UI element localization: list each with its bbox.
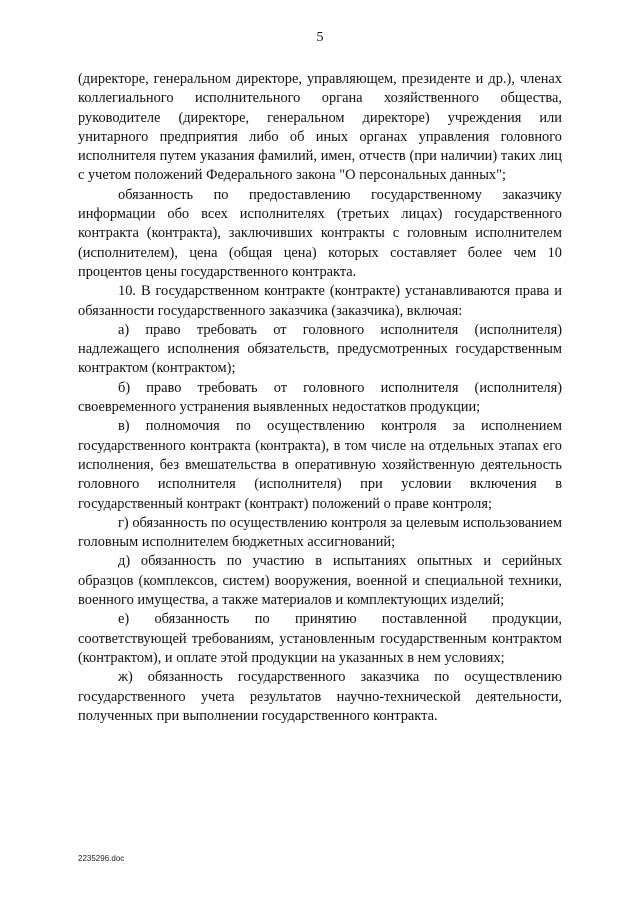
paragraph-item-b: б) право требовать от головного исполнителя (исполнителя) своевременного устранения выявленных недостатков продукции; — [78, 379, 562, 416]
paragraph-item-g: г) обязанность по осуществлению контроля за целевым использованием головным исполнителем бюджетных ассигнований; — [78, 514, 562, 551]
paragraph-continuation: (директоре, генеральном директоре, управляющем, президенте и др.), членах коллегиального исполнительного органа хозяйственного общества, руководителе (директоре, генеральном директоре) учреждения или унитарного предприятия либо об иных органах управления головного исполнителя путем указания фамилий, имен, отчеств (при наличии) таких лиц с учетом положений Федерального закона "О персональных данных"; — [78, 71, 562, 184]
paragraph-item-a: а) право требовать от головного исполнителя (исполнителя) надлежащего исполнения обязательств, предусмотренных государственным контрактом (контрактом); — [78, 321, 562, 377]
footer-file-name: 2235296.doc — [78, 854, 125, 863]
document-body — [78, 70, 562, 726]
paragraph-item-v: в) полномочия по осуществлению контроля за исполнением государственного контракта (контракта), в том числе на отдельных этапах его исполнения, без вмешательства в оперативную хозяйственную деятельность головного исполнителя (исполнителя) при условии включения в государственный контракт (контракт) положений о праве контроля; — [78, 418, 562, 512]
paragraph-item-zh: ж) обязанность государственного заказчика по осуществлению государственного учета результатов научно-технической деятельности, полученных при выполнении государственного контракта. — [78, 669, 562, 724]
paragraph-item-e: е) обязанность по принятию поставленной продукции, соответствующей требованиям, установленным государственным контрактом (контрактом), и оплате этой продукции на указанных в нем условиях; — [78, 611, 562, 666]
paragraph-contractors-info: обязанность по предоставлению государственному заказчику информации обо всех исполнителях (третьих лицах) государственного контракта (контракта), заключивших контракты с головным исполнителем (исполнителем), цена (общая цена) которых составляет более чем 10 процентов цены государственного контракта. — [78, 186, 562, 280]
paragraph-clause-10: 10. В государственном контракте (контракте) устанавливаются права и обязанности государственного заказчика (заказчика), включая: — [78, 283, 562, 319]
paragraph-item-d: д) обязанность по участию в испытаниях опытных и серийных образцов (комплексов, систем) вооружения, военной и специальной техники, военного имущества, а также материалов и комплектующих изделий; — [78, 553, 562, 609]
page-number: 5 — [316, 30, 324, 45]
